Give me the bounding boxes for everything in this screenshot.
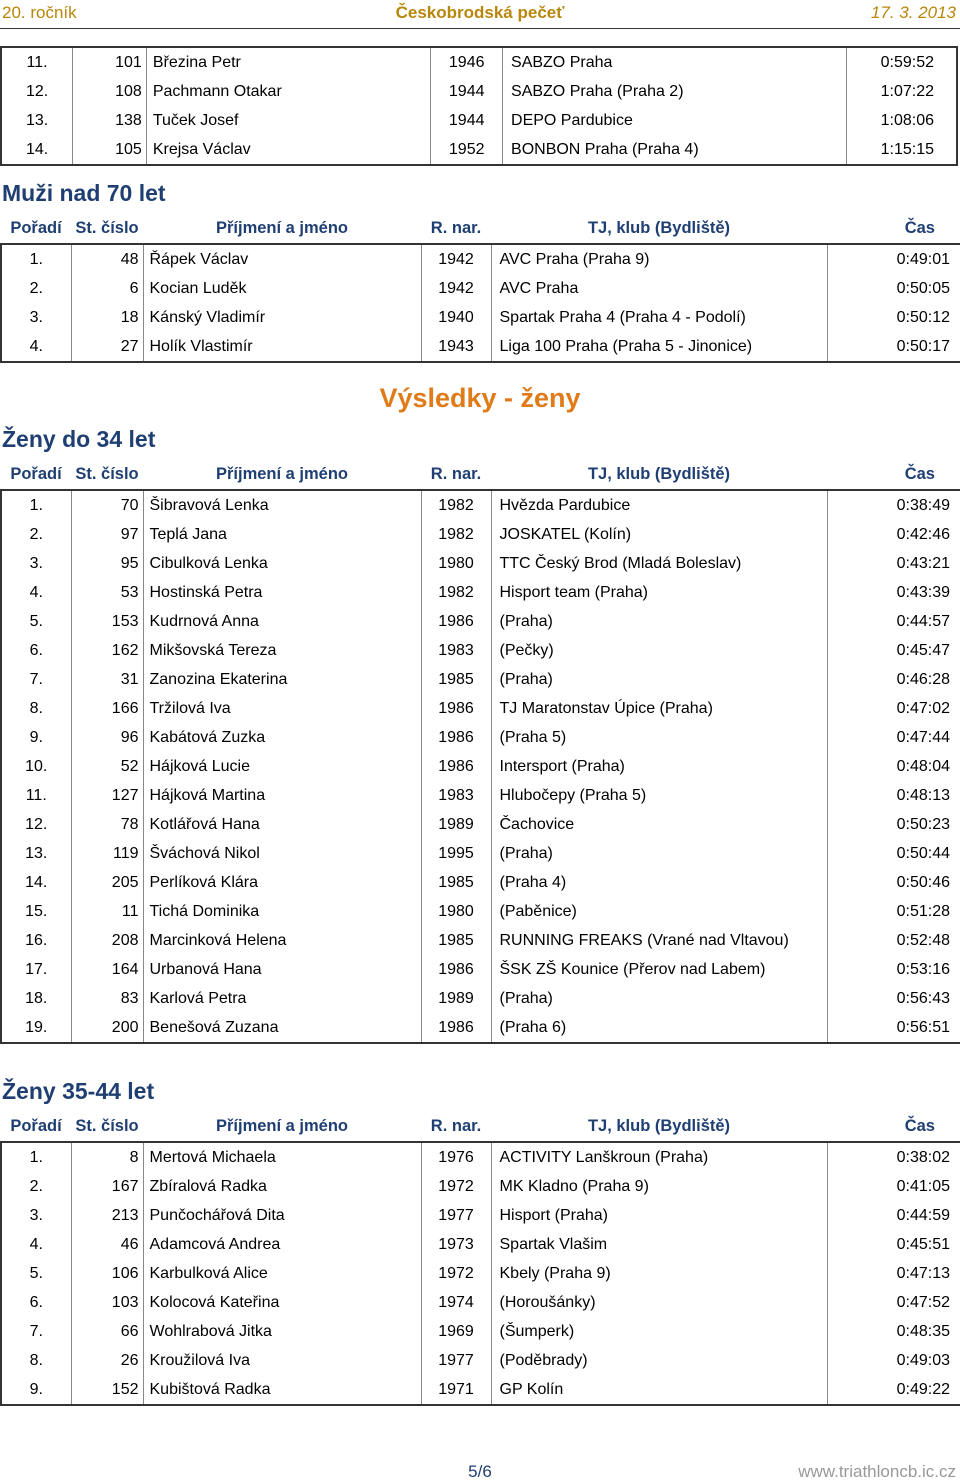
cell-club: DEPO Pardubice xyxy=(503,106,847,135)
cell-birth-year: 1944 xyxy=(431,77,503,106)
table-row xyxy=(1,549,960,578)
cell-rank: 12. xyxy=(1,810,71,839)
cell-rank: 4. xyxy=(1,332,71,362)
cell-club: AVC Praha (Praha 9) xyxy=(491,244,827,274)
cell-name: Karbulková Alice xyxy=(143,1259,421,1288)
column-header-rank: Pořadí xyxy=(10,219,62,237)
category-title-women-34: Ženy do 34 let xyxy=(2,426,156,452)
cell-bib: 208 xyxy=(71,926,143,955)
cell-birth-year: 1983 xyxy=(421,636,491,665)
cell-time: 0:47:02 xyxy=(827,694,960,723)
cell-name: Punčochářová Dita xyxy=(143,1201,421,1230)
cell-time: 0:47:13 xyxy=(827,1259,960,1288)
results-table-women-34 xyxy=(0,460,960,1044)
cell-time: 0:51:28 xyxy=(827,897,960,926)
cell-name: Tržilová Iva xyxy=(143,694,421,723)
cell-club: (Praha 5) xyxy=(491,723,827,752)
column-header-rank: Pořadí xyxy=(10,1117,62,1135)
cell-bib: 70 xyxy=(71,490,143,520)
cell-birth-year: 1969 xyxy=(421,1317,491,1346)
cell-bib: 31 xyxy=(71,665,143,694)
cell-rank: 3. xyxy=(1,549,71,578)
cell-rank: 7. xyxy=(1,665,71,694)
cell-bib: 153 xyxy=(71,607,143,636)
cell-time: 0:50:05 xyxy=(827,274,960,303)
cell-rank: 1. xyxy=(1,1142,71,1172)
table-row xyxy=(1,135,957,165)
table-row xyxy=(1,1259,960,1288)
table-header-row xyxy=(1,1112,960,1142)
cell-time: 1:07:22 xyxy=(846,77,957,106)
cell-club: (Pečky) xyxy=(491,636,827,665)
cell-birth-year: 1974 xyxy=(421,1288,491,1317)
cell-name: Řápek Václav xyxy=(143,244,421,274)
cell-birth-year: 1973 xyxy=(421,1230,491,1259)
table-row xyxy=(1,244,960,274)
cell-club: (Praha 6) xyxy=(491,1013,827,1043)
table-row xyxy=(1,926,960,955)
cell-rank: 2. xyxy=(1,1172,71,1201)
cell-club: (Praha) xyxy=(491,839,827,868)
cell-bib: 101 xyxy=(73,47,147,77)
table-row xyxy=(1,665,960,694)
cell-rank: 14. xyxy=(1,135,73,165)
cell-name: Hájková Martina xyxy=(143,781,421,810)
cell-birth-year: 1940 xyxy=(421,303,491,332)
table-row xyxy=(1,694,960,723)
cell-birth-year: 1980 xyxy=(421,549,491,578)
cell-birth-year: 1989 xyxy=(421,810,491,839)
cell-name: Wohlrabová Jitka xyxy=(143,1317,421,1346)
cell-club: TJ Maratonstav Úpice (Praha) xyxy=(491,694,827,723)
cell-name: Kabátová Zuzka xyxy=(143,723,421,752)
cell-rank: 19. xyxy=(1,1013,71,1043)
cell-name: Březina Petr xyxy=(146,47,431,77)
cell-time: 0:48:13 xyxy=(827,781,960,810)
cell-time: 0:45:51 xyxy=(827,1230,960,1259)
cell-rank: 14. xyxy=(1,868,71,897)
cell-rank: 9. xyxy=(1,723,71,752)
cell-bib: 48 xyxy=(71,244,143,274)
table-row xyxy=(1,955,960,984)
results-table-men-70 xyxy=(0,214,960,363)
table-row xyxy=(1,839,960,868)
cell-name: Hostinská Petra xyxy=(143,578,421,607)
cell-birth-year: 1982 xyxy=(421,578,491,607)
table-row xyxy=(1,106,957,135)
cell-bib: 119 xyxy=(71,839,143,868)
cell-club: (Paběnice) xyxy=(491,897,827,926)
cell-rank: 16. xyxy=(1,926,71,955)
column-header-time: Čas xyxy=(904,219,935,237)
cell-name: Krejsa Václav xyxy=(146,135,431,165)
cell-bib: 46 xyxy=(71,1230,143,1259)
cell-time: 0:47:44 xyxy=(827,723,960,752)
cell-club: JOSKATEL (Kolín) xyxy=(491,520,827,549)
column-header-birth-year: R. nar. xyxy=(430,465,482,483)
cell-birth-year: 1983 xyxy=(421,781,491,810)
cell-time: 0:42:46 xyxy=(827,520,960,549)
column-header-name: Příjmení a jméno xyxy=(215,1117,349,1135)
table-row xyxy=(1,1230,960,1259)
cell-time: 0:52:48 xyxy=(827,926,960,955)
cell-rank: 9. xyxy=(1,1375,71,1405)
cell-time: 0:38:02 xyxy=(827,1142,960,1172)
cell-club: SABZO Praha (Praha 2) xyxy=(503,77,847,106)
cell-bib: 96 xyxy=(71,723,143,752)
column-header-name: Příjmení a jméno xyxy=(215,219,349,237)
table-row xyxy=(1,897,960,926)
cell-birth-year: 1942 xyxy=(421,274,491,303)
column-header-club: TJ, klub (Bydliště) xyxy=(587,219,731,237)
cell-club: GP Kolín xyxy=(491,1375,827,1405)
table-row xyxy=(1,636,960,665)
table-row xyxy=(1,47,957,77)
cell-birth-year: 1971 xyxy=(421,1375,491,1405)
cell-rank: 11. xyxy=(1,781,71,810)
cell-name: Mertová Michaela xyxy=(143,1142,421,1172)
cell-club: (Praha) xyxy=(491,984,827,1013)
cell-time: 0:50:44 xyxy=(827,839,960,868)
cell-name: Tichá Dominika xyxy=(143,897,421,926)
cell-bib: 53 xyxy=(71,578,143,607)
cell-birth-year: 1986 xyxy=(421,723,491,752)
cell-rank: 6. xyxy=(1,1288,71,1317)
cell-bib: 205 xyxy=(71,868,143,897)
table-row xyxy=(1,1142,960,1172)
cell-rank: 13. xyxy=(1,839,71,868)
column-header-birth-year: R. nar. xyxy=(430,1117,482,1135)
cell-rank: 18. xyxy=(1,984,71,1013)
cell-bib: 26 xyxy=(71,1346,143,1375)
table-row xyxy=(1,490,960,520)
cell-birth-year: 1944 xyxy=(431,106,503,135)
cell-time: 0:50:23 xyxy=(827,810,960,839)
table-row xyxy=(1,810,960,839)
cell-club: Čachovice xyxy=(491,810,827,839)
table-header-row xyxy=(1,460,960,490)
cell-bib: 78 xyxy=(71,810,143,839)
table-header-row xyxy=(1,214,960,244)
cell-time: 0:53:16 xyxy=(827,955,960,984)
column-header-club: TJ, klub (Bydliště) xyxy=(587,465,731,483)
cell-name: Zbíralová Radka xyxy=(143,1172,421,1201)
cell-club: Hvězda Pardubice xyxy=(491,490,827,520)
cell-birth-year: 1982 xyxy=(421,520,491,549)
cell-time: 0:48:35 xyxy=(827,1317,960,1346)
cell-name: Cibulková Lenka xyxy=(143,549,421,578)
cell-bib: 95 xyxy=(71,549,143,578)
cell-name: Karlová Petra xyxy=(143,984,421,1013)
table-row xyxy=(1,781,960,810)
cell-time: 0:50:12 xyxy=(827,303,960,332)
cell-name: Pachmann Otakar xyxy=(146,77,431,106)
cell-rank: 8. xyxy=(1,694,71,723)
cell-bib: 108 xyxy=(73,77,147,106)
cell-time: 1:08:06 xyxy=(846,106,957,135)
cell-birth-year: 1976 xyxy=(421,1142,491,1172)
cell-birth-year: 1985 xyxy=(421,868,491,897)
cell-name: Zanozina Ekaterina xyxy=(143,665,421,694)
cell-time: 0:50:17 xyxy=(827,332,960,362)
cell-name: Kudrnová Anna xyxy=(143,607,421,636)
table-row xyxy=(1,578,960,607)
cell-bib: 11 xyxy=(71,897,143,926)
cell-club: Intersport (Praha) xyxy=(491,752,827,781)
cell-birth-year: 1985 xyxy=(421,665,491,694)
website-link[interactable]: www.triathloncb.ic.cz xyxy=(798,1462,956,1481)
table-row xyxy=(1,1201,960,1230)
event-date: 17. 3. 2013 xyxy=(870,3,956,22)
table-row xyxy=(1,274,960,303)
column-header-rank: Pořadí xyxy=(10,465,62,483)
cell-time: 0:38:49 xyxy=(827,490,960,520)
cell-name: Kánský Vladimír xyxy=(143,303,421,332)
header-divider xyxy=(0,28,960,29)
cell-club: Kbely (Praha 9) xyxy=(491,1259,827,1288)
table-row xyxy=(1,1172,960,1201)
cell-bib: 105 xyxy=(73,135,147,165)
cell-name: Kotlářová Hana xyxy=(143,810,421,839)
cell-bib: 6 xyxy=(71,274,143,303)
cell-name: Benešová Zuzana xyxy=(143,1013,421,1043)
column-header-time: Čas xyxy=(904,1117,935,1135)
cell-rank: 7. xyxy=(1,1317,71,1346)
cell-time: 0:43:39 xyxy=(827,578,960,607)
cell-bib: 52 xyxy=(71,752,143,781)
page-header xyxy=(0,0,960,30)
cell-bib: 83 xyxy=(71,984,143,1013)
cell-bib: 200 xyxy=(71,1013,143,1043)
table-row xyxy=(1,868,960,897)
table-row xyxy=(1,607,960,636)
category-title-men-70: Muži nad 70 let xyxy=(2,180,166,206)
cell-club: Spartak Vlašim xyxy=(491,1230,827,1259)
table-row xyxy=(1,1013,960,1043)
cell-club: SABZO Praha xyxy=(503,47,847,77)
cell-time: 0:49:01 xyxy=(827,244,960,274)
cell-name: Kroužilová Iva xyxy=(143,1346,421,1375)
cell-name: Marcinková Helena xyxy=(143,926,421,955)
cell-bib: 152 xyxy=(71,1375,143,1405)
cell-time: 0:49:22 xyxy=(827,1375,960,1405)
column-header-bib: St. číslo xyxy=(75,1117,139,1135)
cell-club: BONBON Praha (Praha 4) xyxy=(503,135,847,165)
cell-birth-year: 1986 xyxy=(421,694,491,723)
cell-bib: 27 xyxy=(71,332,143,362)
cell-rank: 4. xyxy=(1,578,71,607)
section-title-women: Výsledky - ženy xyxy=(379,383,581,413)
page-number: 5/6 xyxy=(468,1462,492,1481)
cell-rank: 11. xyxy=(1,47,73,77)
cell-rank: 10. xyxy=(1,752,71,781)
cell-rank: 17. xyxy=(1,955,71,984)
cell-birth-year: 1952 xyxy=(431,135,503,165)
cell-bib: 106 xyxy=(71,1259,143,1288)
cell-rank: 8. xyxy=(1,1346,71,1375)
cell-club: ACTIVITY Lanškroun (Praha) xyxy=(491,1142,827,1172)
cell-name: Šibravová Lenka xyxy=(143,490,421,520)
cell-bib: 18 xyxy=(71,303,143,332)
cell-birth-year: 1946 xyxy=(431,47,503,77)
cell-rank: 2. xyxy=(1,520,71,549)
cell-birth-year: 1986 xyxy=(421,955,491,984)
cell-name: Kolocová Kateřina xyxy=(143,1288,421,1317)
cell-birth-year: 1986 xyxy=(421,607,491,636)
cell-time: 0:50:46 xyxy=(827,868,960,897)
edition-label: 20. ročník xyxy=(2,3,77,22)
cell-time: 0:44:59 xyxy=(827,1201,960,1230)
cell-club: (Šumperk) xyxy=(491,1317,827,1346)
cell-time: 0:43:21 xyxy=(827,549,960,578)
event-title: Českobrodská pečeť xyxy=(395,3,565,22)
cell-club: (Praha) xyxy=(491,665,827,694)
cell-name: Perlíková Klára xyxy=(143,868,421,897)
cell-rank: 5. xyxy=(1,607,71,636)
cell-time: 0:49:03 xyxy=(827,1346,960,1375)
cell-time: 0:41:05 xyxy=(827,1172,960,1201)
cell-name: Mikšovská Tereza xyxy=(143,636,421,665)
column-header-bib: St. číslo xyxy=(75,219,139,237)
cell-birth-year: 1977 xyxy=(421,1201,491,1230)
cell-bib: 213 xyxy=(71,1201,143,1230)
cell-bib: 162 xyxy=(71,636,143,665)
cell-club: Spartak Praha 4 (Praha 4 - Podolí) xyxy=(491,303,827,332)
cell-birth-year: 1989 xyxy=(421,984,491,1013)
table-row xyxy=(1,752,960,781)
cell-time: 0:46:28 xyxy=(827,665,960,694)
cell-club: Hisport team (Praha) xyxy=(491,578,827,607)
cell-rank: 3. xyxy=(1,1201,71,1230)
cell-time: 0:44:57 xyxy=(827,607,960,636)
cell-bib: 8 xyxy=(71,1142,143,1172)
cell-birth-year: 1980 xyxy=(421,897,491,926)
cell-rank: 1. xyxy=(1,490,71,520)
cell-rank: 15. xyxy=(1,897,71,926)
cell-name: Kubištová Radka xyxy=(143,1375,421,1405)
cell-bib: 97 xyxy=(71,520,143,549)
cell-birth-year: 1972 xyxy=(421,1259,491,1288)
column-header-time: Čas xyxy=(904,465,935,483)
cell-birth-year: 1942 xyxy=(421,244,491,274)
table-row xyxy=(1,1346,960,1375)
category-title-women-44: Ženy 35-44 let xyxy=(2,1078,155,1104)
cell-club: (Praha) xyxy=(491,607,827,636)
column-header-birth-year: R. nar. xyxy=(430,219,482,237)
cell-club: MK Kladno (Praha 9) xyxy=(491,1172,827,1201)
cell-time: 0:45:47 xyxy=(827,636,960,665)
cell-time: 0:47:52 xyxy=(827,1288,960,1317)
table-row xyxy=(1,723,960,752)
cell-club: Liga 100 Praha (Praha 5 - Jinonice) xyxy=(491,332,827,362)
cell-birth-year: 1972 xyxy=(421,1172,491,1201)
cell-birth-year: 1982 xyxy=(421,490,491,520)
table-row xyxy=(1,1317,960,1346)
cell-rank: 5. xyxy=(1,1259,71,1288)
cell-time: 0:56:43 xyxy=(827,984,960,1013)
cell-time: 1:15:15 xyxy=(846,135,957,165)
cell-bib: 167 xyxy=(71,1172,143,1201)
cell-name: Urbanová Hana xyxy=(143,955,421,984)
cell-club: ŠSK ZŠ Kounice (Přerov nad Labem) xyxy=(491,955,827,984)
table-row xyxy=(1,77,957,106)
cell-club: (Horoušánky) xyxy=(491,1288,827,1317)
table-row xyxy=(1,520,960,549)
cell-bib: 66 xyxy=(71,1317,143,1346)
table-row xyxy=(1,1375,960,1405)
cell-name: Kocian Luděk xyxy=(143,274,421,303)
cell-birth-year: 1995 xyxy=(421,839,491,868)
cell-rank: 6. xyxy=(1,636,71,665)
cell-rank: 13. xyxy=(1,106,73,135)
cell-rank: 4. xyxy=(1,1230,71,1259)
cell-rank: 1. xyxy=(1,244,71,274)
cell-name: Holík Vlastimír xyxy=(143,332,421,362)
cell-name: Hájková Lucie xyxy=(143,752,421,781)
cell-time: 0:59:52 xyxy=(846,47,957,77)
cell-birth-year: 1986 xyxy=(421,1013,491,1043)
cell-time: 0:56:51 xyxy=(827,1013,960,1043)
column-header-club: TJ, klub (Bydliště) xyxy=(587,1117,731,1135)
cell-club: Hisport (Praha) xyxy=(491,1201,827,1230)
column-header-bib: St. číslo xyxy=(75,465,139,483)
table-row xyxy=(1,1288,960,1317)
column-header-name: Příjmení a jméno xyxy=(215,465,349,483)
cell-birth-year: 1943 xyxy=(421,332,491,362)
cell-name: Teplá Jana xyxy=(143,520,421,549)
cell-club: AVC Praha xyxy=(491,274,827,303)
cell-name: Adamcová Andrea xyxy=(143,1230,421,1259)
cell-rank: 2. xyxy=(1,274,71,303)
cell-bib: 103 xyxy=(71,1288,143,1317)
table-row xyxy=(1,984,960,1013)
cell-club: RUNNING FREAKS (Vrané nad Vltavou) xyxy=(491,926,827,955)
results-table-women-44 xyxy=(0,1112,960,1406)
cell-bib: 138 xyxy=(73,106,147,135)
cell-bib: 127 xyxy=(71,781,143,810)
cell-club: (Poděbrady) xyxy=(491,1346,827,1375)
table-row xyxy=(1,303,960,332)
cell-rank: 3. xyxy=(1,303,71,332)
cell-name: Šváchová Nikol xyxy=(143,839,421,868)
cell-bib: 166 xyxy=(71,694,143,723)
table-row xyxy=(1,332,960,362)
cell-club: Hlubočepy (Praha 5) xyxy=(491,781,827,810)
cell-birth-year: 1985 xyxy=(421,926,491,955)
cell-club: (Praha 4) xyxy=(491,868,827,897)
cell-time: 0:48:04 xyxy=(827,752,960,781)
cell-bib: 164 xyxy=(71,955,143,984)
cell-club: TTC Český Brod (Mladá Boleslav) xyxy=(491,549,827,578)
results-table-continued xyxy=(0,46,958,166)
cell-name: Tuček Josef xyxy=(146,106,431,135)
cell-rank: 12. xyxy=(1,77,73,106)
cell-birth-year: 1986 xyxy=(421,752,491,781)
cell-birth-year: 1977 xyxy=(421,1346,491,1375)
